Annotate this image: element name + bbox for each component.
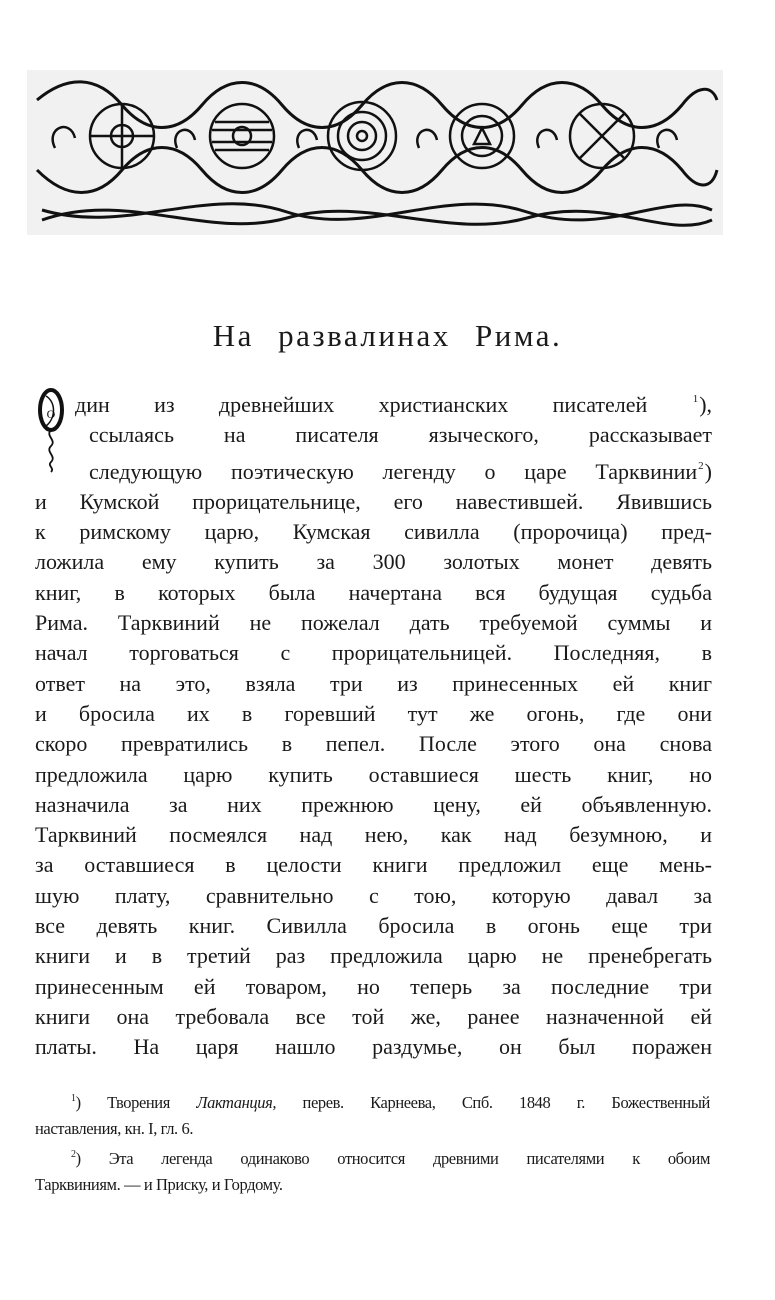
text-line: Рима. Тарквиний не пожелал дать требуемой суммы и — [35, 610, 712, 636]
text-line: шую плату, сравнительно с тою, которую давал за — [35, 882, 712, 908]
text-line: ответ на это, взяла три из принесенных ей книг — [35, 670, 712, 696]
text-line: книг, в которых была начертана вся будущая судьба — [35, 579, 712, 605]
text-line: Тарквиний посмеялся над нею, как над безумною, и — [35, 822, 712, 848]
text-line: все девять книг. Сивилла бросила в огонь еще три — [35, 913, 712, 939]
text-line: назначила за них прежнюю цену, ей объявленную. — [35, 791, 712, 817]
text-line: предложила царю купить оставшиеся шесть книг, но — [35, 761, 712, 787]
footnote-1: $^1$) Творения Лактанция, перев. Карнеева, Спб. 1848 г. Божественный — [71, 1093, 710, 1112]
text-line: книги она требовала все той же, ранее назначенной ей — [35, 1003, 712, 1029]
footnote-author: Лактанция, — [196, 1093, 277, 1112]
footnote-mark: 2 — [71, 1149, 76, 1160]
text-line: принесенным ей товаром, но теперь за последние три — [35, 973, 712, 999]
text-line: и Кумской прорицательнице, его навестившей. Явившись — [35, 488, 712, 514]
footnote-mark: 1 — [71, 1093, 76, 1104]
footnote-ref[interactable]: 1 — [692, 393, 699, 405]
headpiece-ornament — [27, 70, 723, 235]
text-line: книги и в третий раз предложила царю не пренебрегать — [35, 943, 712, 969]
text-line: начал торговаться с прорицательницей. Последняя, в — [35, 640, 712, 666]
text-line: за оставшиеся в целости книги предложил еще мень- — [35, 852, 712, 878]
text-line: платы. На царя нашло раздумье, он был поражен — [35, 1034, 712, 1060]
text-line: ссылаясь на писателя языческого, рассказывает — [89, 422, 712, 448]
footnotes — [35, 1086, 710, 1198]
footnote-2: $^2$) Эта легенда одинаково относится древними писателями к обоим — [71, 1149, 710, 1168]
text-line: скоро превратились в пепел. После этого она снова — [35, 731, 712, 757]
dropcap-letter: О — [46, 407, 56, 421]
text-line: ложила ему купить за 300 золотых монет девять — [35, 549, 712, 575]
text-line: и бросила их в горевший тут же огонь, где они — [35, 700, 712, 726]
footnote-ref[interactable]: 2 — [698, 459, 704, 472]
footnote-1-continued: наставления, кн. I, гл. 6. — [35, 1119, 194, 1138]
text-line: следующую поэтическую легенду о царе Тарквинии$^2$) — [89, 458, 712, 484]
chapter-title: На развалинах Рима. — [212, 318, 563, 353]
text-line: к римскому царю, Кумская сивилла (пророчица) пред- — [35, 519, 712, 545]
text-line: дин из древнейших христианских писателей $^1$), — [75, 392, 713, 417]
footnote-2-continued: Тарквиниям. — и Приску, и Гордому. — [35, 1175, 283, 1194]
body-text — [35, 384, 712, 1063]
